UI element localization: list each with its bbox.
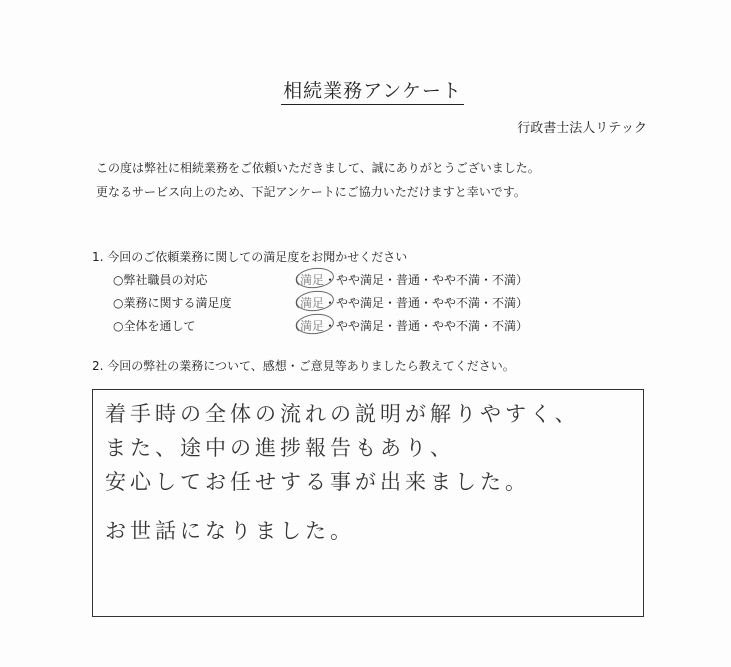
- rating-options: ・やや満足・普通・やや不満・不満）: [324, 319, 529, 333]
- question-1-row-work: [113, 294, 528, 311]
- handwritten-answer-line-4: お世話になりました。: [105, 519, 355, 543]
- handwritten-answer-line-2: また、途中の進捗報告もあり、: [105, 436, 455, 460]
- rating-scale: （満足・やや満足・普通・やや不満・不満）: [288, 273, 529, 287]
- question-1-row-staff: [113, 271, 528, 288]
- question-2: 2. 今回の弊社の業務について、感想・ご意見等ありましたら教えてください。: [92, 359, 515, 373]
- handwritten-answer-line-1: 着手時の全体の流れの説明が解りやすく、: [105, 402, 580, 426]
- intro-text: [96, 156, 540, 204]
- survey-title: [0, 76, 731, 105]
- rating-options: ・やや満足・普通・やや不満・不満）: [324, 273, 529, 287]
- intro-line-1: この度は弊社に相続業務をご依頼いただきまして、誠にありがとうございました。: [96, 161, 540, 175]
- row-label: ○業務に関する満足度: [113, 296, 232, 310]
- intro-line-2: 更なるサービス向上のため、下記アンケートにご協力いただけますと幸いです。: [96, 185, 526, 199]
- rating-scale: （満足・やや満足・普通・やや不満・不満）: [288, 296, 529, 310]
- organization-name: 行政書士法人リテック: [517, 121, 647, 136]
- selected-rating: 満足: [300, 319, 325, 333]
- question-1-row-overall: [113, 317, 528, 334]
- row-label: ○弊社職員の対応: [113, 273, 208, 287]
- selected-rating: 満足: [300, 273, 325, 287]
- selected-rating: 満足: [300, 296, 325, 310]
- row-label: ○全体を通して: [113, 319, 196, 333]
- rating-scale: （満足・やや満足・普通・やや不満・不満）: [288, 319, 529, 333]
- handwritten-answer-line-3: 安心してお任せする事が出来ました。: [105, 470, 530, 494]
- rating-options: ・やや満足・普通・やや不満・不満）: [324, 296, 529, 310]
- question-1: 1. 今回のご依頼業務に関しての満足度をお聞かせください: [92, 250, 408, 264]
- survey-title-text: 相続業務アンケート: [281, 76, 464, 105]
